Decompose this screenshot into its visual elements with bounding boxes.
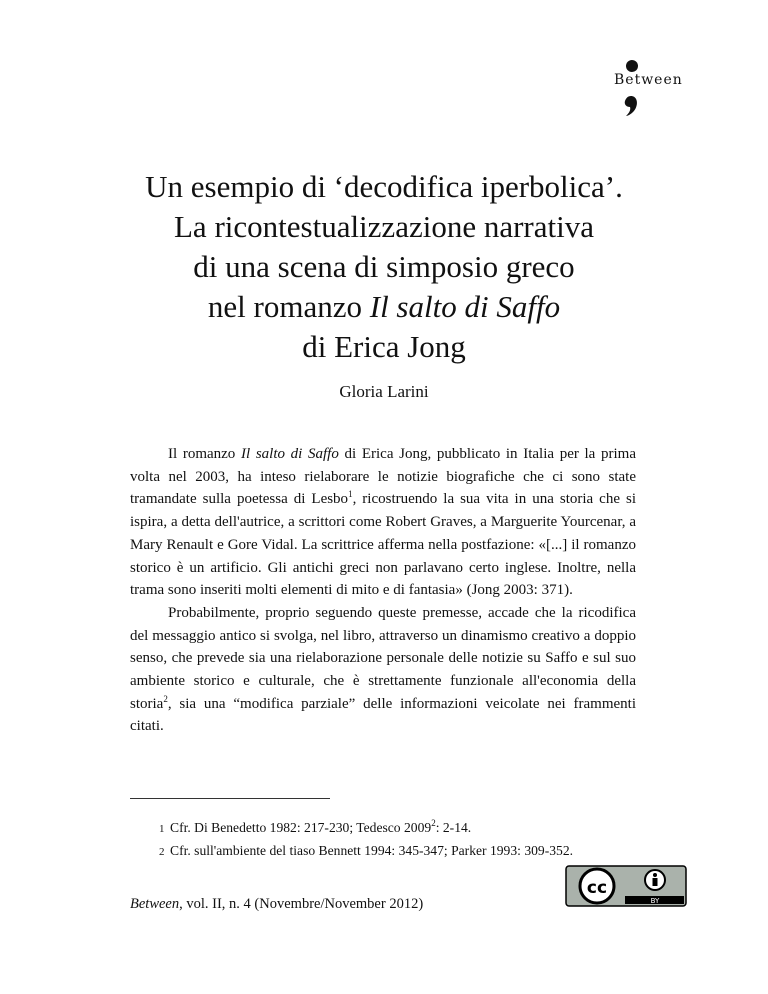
semicolon-logo-icon xyxy=(608,58,684,120)
paragraph xyxy=(130,602,636,738)
footnote-text: Cfr. Di Benedetto 1982: 217-230; Tedesco 2009 xyxy=(170,820,432,835)
text-run: di Erica Jong, pubblicato in Italia per la prima volta nel 2003, ha inteso rielaborare le notizie biografiche che ci sono state tramandate sulla poetessa di Lesbo xyxy=(130,446,636,508)
cc-by-icon[interactable] xyxy=(565,865,687,907)
superscript: 2 xyxy=(431,818,436,828)
footnote-ref[interactable]: 2 xyxy=(163,693,168,704)
footnote xyxy=(159,840,574,863)
text-run: Il romanzo xyxy=(168,446,241,462)
footnote-divider xyxy=(130,798,330,799)
footnote-text: Cfr. sull'ambiente del tiaso Bennett 1994: 345-347; Parker 1993: 309-352. xyxy=(170,843,574,858)
paragraph xyxy=(130,443,636,602)
journal-name: Between xyxy=(130,896,180,912)
title-line: Un esempio di ‘decodifica iperbolica’. xyxy=(145,169,623,204)
title-line: di una scena di simposio greco xyxy=(193,249,575,284)
between-logo xyxy=(608,58,684,120)
title-line xyxy=(120,287,648,327)
title-text: nel romanzo xyxy=(207,289,370,324)
title-line: di Erica Jong xyxy=(302,329,466,364)
author-name: Gloria Larini xyxy=(339,382,429,401)
title-italic: Il salto di Saffo xyxy=(369,289,561,324)
footnote xyxy=(159,817,573,840)
footnote-ref[interactable]: 1 xyxy=(348,489,353,500)
footnote-number: 2 xyxy=(159,846,165,858)
footnotes xyxy=(159,817,574,863)
license-badge xyxy=(565,865,687,907)
title-line: La ricontestualizzazione narrativa xyxy=(174,209,594,244)
body-text xyxy=(130,443,636,738)
logo-text: Between xyxy=(614,72,683,88)
footnote-number: 1 xyxy=(159,823,165,835)
text-run: Probabilmente, proprio seguendo queste premesse, accade che la ricodifica del messaggio antico si svolga, nel libro, attraverso un dinamismo creativo a doppio senso, che prevede sia una rielaborazione personale delle notizie su Saffo e sul suo ambiente storico e culturale, che è strettamente funzionale all'economia della storia xyxy=(130,604,636,712)
text-run: , ricostruendo la sua vita in una storia che si ispira, a detta dell'autrice, a scrittori come Robert Graves, a Marguerite Yourcenar, a Mary Renault e Gore Vidal. La scrittrice afferma nella postfazione: «[...] il romanzo storico è un artificio. Gli antichi greci non parlavano certo inglese. Inoltre, nella trama sono inseriti molti elementi di mito e di fantasia» (Jong 2003: 371). xyxy=(130,491,636,599)
svg-text:cc: cc xyxy=(586,878,608,898)
text-run: , sia una “modifica parziale” delle informazioni veicolate nei frammenti citati. xyxy=(130,695,636,735)
paper-title xyxy=(120,167,648,367)
italic-title: Il salto di Saffo xyxy=(240,446,339,462)
journal-citation xyxy=(130,896,423,913)
footnote-text: : 2-14. xyxy=(435,820,472,835)
badge-text: BY xyxy=(650,897,660,905)
journal-details: , vol. II, n. 4 (Novembre/November 2012) xyxy=(179,896,424,912)
